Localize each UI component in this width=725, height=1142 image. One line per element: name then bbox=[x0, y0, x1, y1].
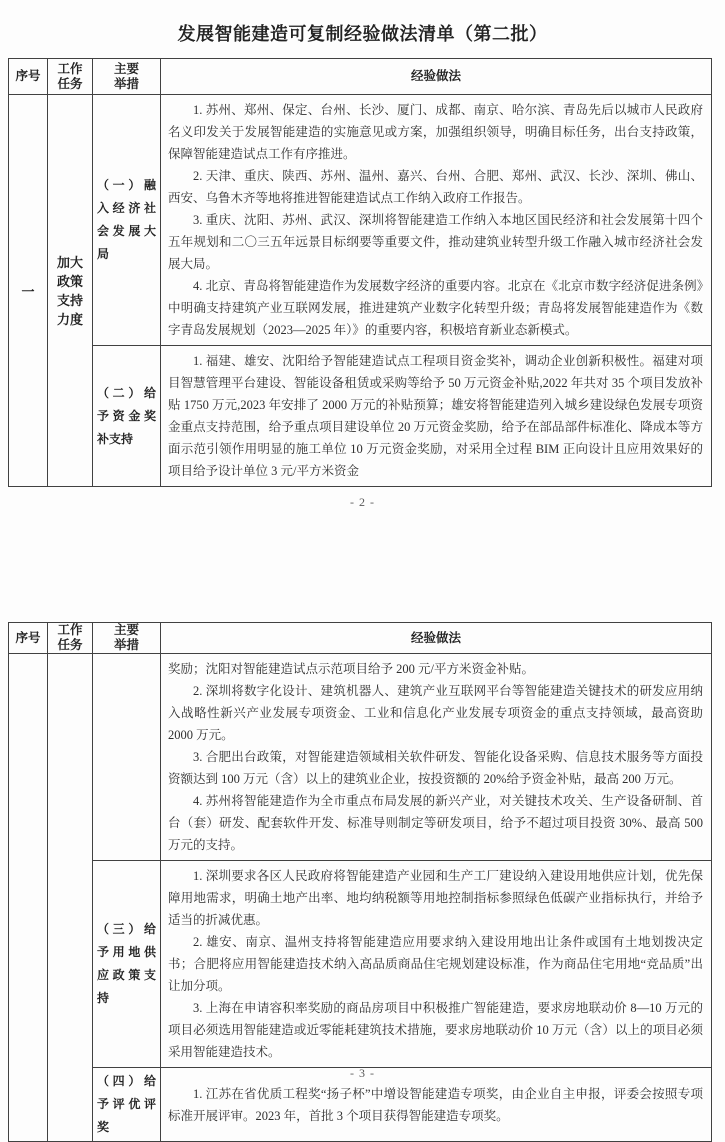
table-header-row bbox=[9, 623, 712, 654]
header-cell-practice: 经验做法 bbox=[161, 623, 712, 654]
practice-paragraph: 1. 深圳要求各区人民政府将智能建造产业园和生产工厂建设纳入建设用地供应计划，优先保障用地需求，明确土地产出率、地均纳税额等用地控制指标参照绿色低碳产业指标执行，并给予适当的折减优惠。 bbox=[168, 869, 703, 927]
practice-paragraph: 1. 江苏在省优质工程奖“扬子杯”中增设智能建造专项奖，由企业自主申报，评委会按照专项标准开展评审。2023 年，首批 3 个项目获得智能建造专项奖。 bbox=[168, 1086, 703, 1123]
practice-paragraph: 4. 苏州将智能建造作为全市重点布局发展的新兴产业，对关键技术攻关、生产设备研制、首台（套）研发、配套软件开发、标准导则制定等研发项目，给予不超过项目投资 30%、最高 500 万元的支持。 bbox=[168, 794, 703, 852]
header-measure-label: 主要举措 bbox=[113, 61, 139, 91]
practice-paragraph: 3. 上海在申请容积率奖励的商品房项目中积极推广智能建造，要求房地联动价 8—10 万元的项目必须选用智能建造或近零能耗建筑技术措施，要求房地联动价 10 万元（含）以上的项目必须采用智能建造技术。 bbox=[168, 1001, 703, 1059]
table-row bbox=[9, 654, 712, 861]
measure-cell bbox=[93, 654, 161, 861]
header-cell-measure bbox=[93, 623, 161, 654]
practice-paragraph: 2. 深圳将数字化设计、建筑机器人、建筑产业互联网平台等智能建造关键技术的研发应用纳入战略性新兴产业发展专项资金、工业和信息化产业发展专项资金的重点支持领域，最高资助 2000 万元。 bbox=[168, 684, 703, 742]
practice-cell bbox=[161, 346, 712, 487]
header-cell-practice: 经验做法 bbox=[161, 59, 712, 95]
practice-paragraph: 4. 北京、青岛将智能建造作为发展数字经济的重要内容。北京在《北京市数字经济促进条例》中明确支持建筑产业互联网发展，推进建筑产业数字化转型升级；青岛将发展智能建造作为《数字青岛发展规划（2023—2025 年）》的重要内容，积极培育新业态新模式。 bbox=[168, 279, 703, 337]
task-cell: 加大政策支持力度 bbox=[48, 95, 93, 487]
page2-table bbox=[8, 58, 712, 487]
header-cell-seq: 序号 bbox=[9, 623, 48, 654]
seq-cell: 一 bbox=[9, 95, 48, 487]
measure-cell: （三）给予用地供应政策支持 bbox=[93, 861, 161, 1068]
practice-paragraph: 奖励；沈阳对智能建造试点示范项目给予 200 元/平方米资金补贴。 bbox=[168, 662, 534, 676]
practice-cell bbox=[161, 95, 712, 346]
measure-cell: （一）融入经济社会发展大局 bbox=[93, 95, 161, 346]
practice-cell bbox=[161, 654, 712, 861]
header-measure-label: 主要举措 bbox=[113, 623, 139, 652]
header-cell-measure bbox=[93, 59, 161, 95]
header-cell-task bbox=[48, 623, 93, 654]
measure-cell: （四）给予评优评奖 bbox=[93, 1068, 161, 1142]
table-row bbox=[9, 346, 712, 487]
practice-paragraph: 2. 雄安、南京、温州支持将智能建造应用要求纳入建设用地出让条件或国有土地划拨决定书；合肥将应用智能建造技术纳入高品质商品住宅规划建设标准，作为商品住宅用地“竞品质”出让加分项。 bbox=[168, 935, 703, 993]
practice-cell bbox=[161, 861, 712, 1068]
practice-paragraph: 3. 重庆、沈阳、苏州、武汉、深圳将智能建造工作纳入本地区国民经济和社会发展第十四个五年规划和二〇三五年远景目标纲要等重要文件，推动建筑业转型升级工作融入城市经济社会发展大局。 bbox=[168, 213, 703, 271]
table-row bbox=[9, 95, 712, 346]
header-task-label: 工作任务 bbox=[57, 61, 83, 91]
page-number-2: - 2 - bbox=[350, 495, 375, 509]
practice-paragraph: 1. 苏州、郑州、保定、台州、长沙、厦门、成都、南京、哈尔滨、青岛先后以城市人民政府名义印发关于发展智能建造的实施意见或方案，加强组织领导，明确目标任务，出台支持政策，保障智能建造试点工作有序推进。 bbox=[168, 103, 703, 161]
page3-table bbox=[8, 622, 712, 1142]
page-number-3: - 3 - bbox=[350, 1066, 375, 1080]
header-task-label: 工作任务 bbox=[57, 623, 83, 652]
table-header-row bbox=[9, 59, 712, 95]
practice-paragraph: 3. 合肥出台政策，对智能建造领域相关软件研发、智能化设备采购、信息技术服务等方面投资额达到 100 万元（含）以上的建筑业企业，按投资额的 20%给予资金补贴，最高 200 万元。 bbox=[168, 750, 703, 786]
header-cell-task bbox=[48, 59, 93, 95]
header-cell-seq: 序号 bbox=[9, 59, 48, 95]
practice-paragraph: 2. 天津、重庆、陕西、苏州、温州、嘉兴、台州、合肥、郑州、武汉、长沙、深圳、佛山、西安、乌鲁木齐等地将推进智能建造试点工作纳入政府工作报告。 bbox=[168, 169, 703, 205]
table-row bbox=[9, 861, 712, 1068]
page-title: 发展智能建造可复制经验做法清单（第二批） bbox=[177, 24, 548, 44]
measure-cell: （二）给予资金奖补支持 bbox=[93, 346, 161, 487]
practice-paragraph: 1. 福建、雄安、沈阳给予智能建造试点工程项目资金奖补，调动企业创新积极性。福建对项目智慧管理平台建设、智能设备租赁或采购等给予 50 万元资金补贴,2022 年共对 35 个项目发放补贴 1750 万元,2023 年安排了 2000 万元的补贴预算；雄安将智能建造列入城乡建设绿色发展专项资金重点支持范围，给予重点项目建设单位 20 万元资金奖励，给予在部品部件标准化、降成本等方面示范引领作用明显的施工单位 10 万元资金奖励，对采用全过程 BIM 正向设计且应用效果好的项目给予设计单位 3 元/平方米资金 bbox=[168, 354, 703, 478]
